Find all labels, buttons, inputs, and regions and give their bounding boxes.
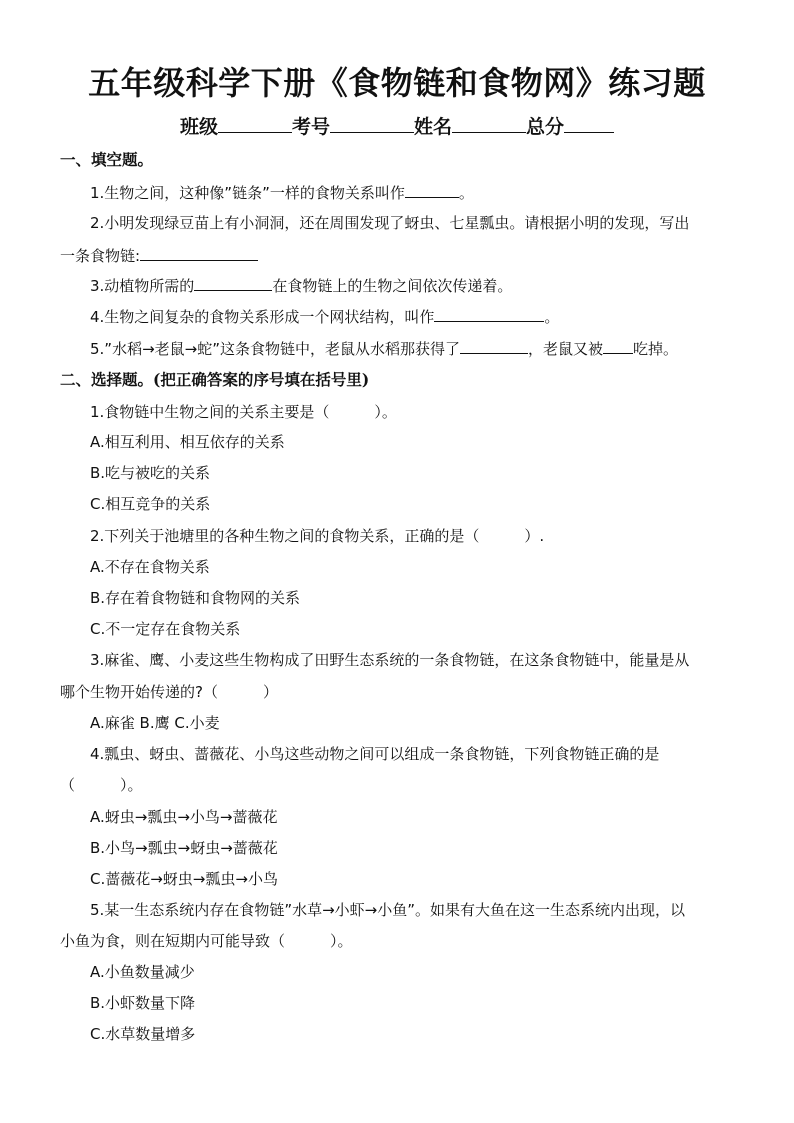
question-text: 。 <box>458 184 474 202</box>
question-text: ，老鼠又被 <box>528 340 604 358</box>
student-info-line <box>0 112 794 139</box>
total-label: 总分 <box>526 116 565 138</box>
answer-blank[interactable] <box>194 276 272 291</box>
question-text: 。 <box>544 308 560 326</box>
question-1-4 <box>90 307 559 327</box>
question-2-4-line2: （ ）。 <box>60 776 143 794</box>
question-1-2-line2 <box>60 246 258 266</box>
options-2-3[interactable]: A.麻雀 B.鹰 C.小麦 <box>90 714 220 732</box>
question-text: 5.”水稻→老鼠→蛇”这条食物链中，老鼠从水稻那获得了 <box>90 340 460 358</box>
question-text: 吃掉。 <box>633 340 679 358</box>
answer-blank[interactable] <box>460 339 528 354</box>
option-2-5-a[interactable]: A.小鱼数量减少 <box>90 963 195 981</box>
question-text: 4.生物之间复杂的食物关系形成一个网状结构，叫作 <box>90 308 435 326</box>
option-2-2-c[interactable]: C.不一定存在食物关系 <box>90 620 241 638</box>
option-2-5-c[interactable]: C.水草数量增多 <box>90 1025 196 1043</box>
question-2-3-line2: 哪个生物开始传递的?（ ） <box>60 683 278 701</box>
question-2-1-stem: 1.食物链中生物之间的关系主要是（ ）。 <box>90 403 397 421</box>
question-2-5-line1: 5.某一生态系统内存在食物链”水草→小虾→小鱼”。如果有大鱼在这一生态系统内出现，以 <box>90 901 685 919</box>
exam-no-blank[interactable] <box>330 114 414 133</box>
question-text: 3.动植物所需的 <box>90 277 195 295</box>
section-heading-choice: 二、选择题。(把正确答案的序号填在括号里) <box>60 370 370 389</box>
option-2-4-b[interactable]: B.小鸟→瓢虫→蚜虫→蔷薇花 <box>90 839 278 857</box>
question-text: 1.生物之间，这种像”链条”一样的食物关系叫作 <box>90 184 405 202</box>
answer-blank[interactable] <box>405 183 459 198</box>
page-title: 五年级科学下册《食物链和食物网》练习题 <box>88 64 706 102</box>
question-1-1 <box>90 183 474 203</box>
option-2-2-a[interactable]: A.不存在食物关系 <box>90 558 210 576</box>
option-2-5-b[interactable]: B.小虾数量下降 <box>90 994 196 1012</box>
question-2-2-stem: 2.下列关于池塘里的各种生物之间的食物关系，正确的是（ ）. <box>90 527 545 545</box>
question-text: 在食物链上的生物之间依次传递着。 <box>272 277 513 295</box>
option-2-4-a[interactable]: A.蚜虫→瓢虫→小鸟→蔷薇花 <box>90 808 278 826</box>
section-heading-fill-blank: 一、填空题。 <box>60 150 154 169</box>
question-2-5-line2: 小鱼为食，则在短期内可能导致（ ）。 <box>60 932 353 950</box>
option-2-4-c[interactable]: C.蔷薇花→蚜虫→瓢虫→小鸟 <box>90 870 278 888</box>
question-text: 一条食物链: <box>60 247 141 265</box>
name-blank[interactable] <box>452 114 526 133</box>
option-2-2-b[interactable]: B.存在着食物链和食物网的关系 <box>90 589 301 607</box>
answer-blank[interactable] <box>140 246 258 261</box>
question-2-4-line1: 4.瓢虫、蚜虫、蔷薇花、小鸟这些动物之间可以组成一条食物链，下列食物链正确的是 <box>90 745 660 763</box>
answer-blank[interactable] <box>603 339 633 354</box>
class-label: 班级 <box>179 116 218 138</box>
answer-blank[interactable] <box>434 307 544 322</box>
total-blank[interactable] <box>564 114 614 133</box>
question-1-3 <box>90 276 512 296</box>
question-1-2-line1: 2.小明发现绿豆苗上有小洞洞，还在周围发现了蚜虫、七星瓢虫。请根据小明的发现，写出 <box>90 214 690 232</box>
question-2-3-line1: 3.麻雀、鹰、小麦这些生物构成了田野生态系统的一条食物链，在这条食物链中，能量是从 <box>90 651 690 669</box>
option-2-1-b[interactable]: B.吃与被吃的关系 <box>90 464 211 482</box>
name-label: 姓名 <box>414 116 453 138</box>
question-1-5 <box>90 339 678 359</box>
option-2-1-c[interactable]: C.相互竞争的关系 <box>90 495 211 513</box>
class-blank[interactable] <box>218 114 292 133</box>
exam-no-label: 考号 <box>291 116 330 138</box>
option-2-1-a[interactable]: A.相互利用、相互依存的关系 <box>90 433 285 451</box>
